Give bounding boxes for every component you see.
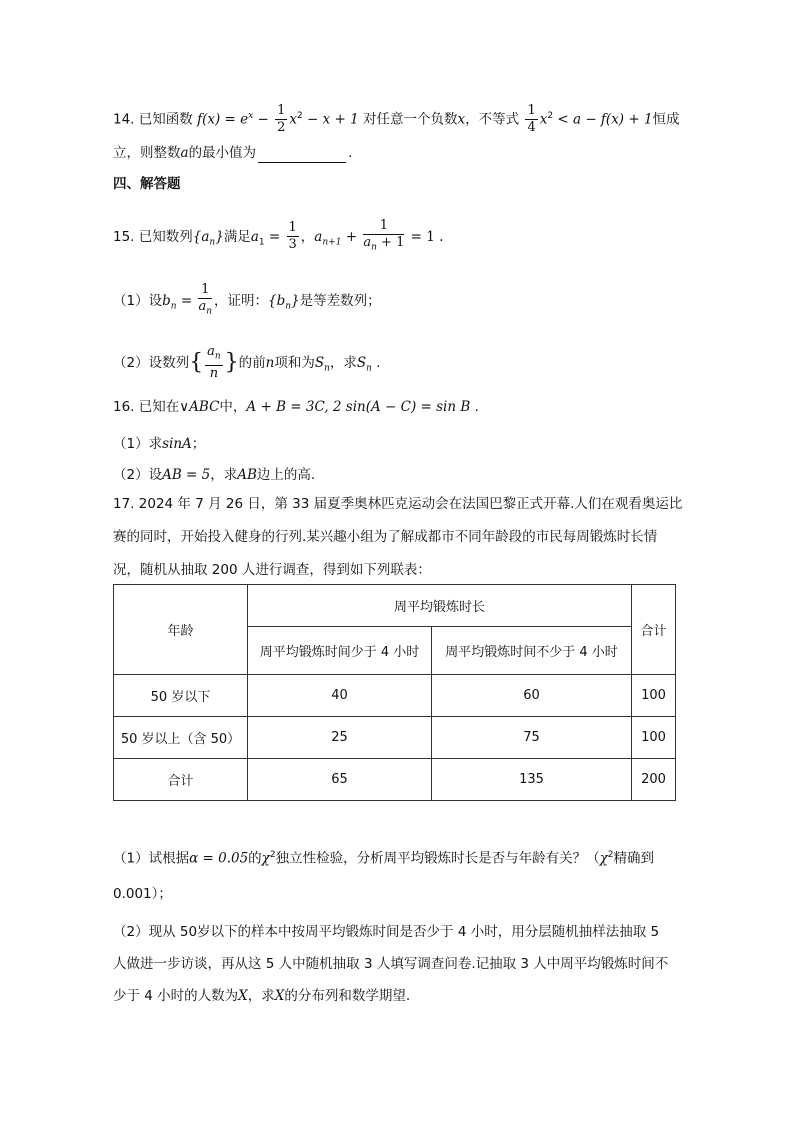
- q14-sq: 2: [297, 111, 303, 121]
- q15-number: 15.: [113, 228, 135, 245]
- q15-plus: +: [341, 228, 362, 245]
- q15-frac-2: [363, 218, 404, 256]
- q15-p1-text: ，证明：: [214, 292, 269, 309]
- q15-p2-frac-num-sub: n: [214, 351, 221, 362]
- q14-ineq-sq: 2: [547, 111, 554, 121]
- q16-triangle: ∨ABC: [179, 399, 220, 415]
- q14-minus: −: [253, 111, 274, 128]
- q16-number: 16.: [113, 399, 135, 415]
- q14-frac-quarter: [525, 103, 537, 136]
- q16-p2-expr: AB = 5: [162, 467, 211, 483]
- q15-p1-frac-den-sub: n: [206, 306, 213, 317]
- q16-text-1: 已知在: [138, 399, 180, 415]
- q14-period: .: [348, 145, 353, 161]
- q17-line2: 赛的同时，开始投入健身的行列.某兴趣小组为了解成都市不同年龄段的市民每周锻炼时长情: [113, 529, 658, 545]
- q17-p1-text-a: 的: [248, 850, 262, 867]
- table-row: [114, 717, 676, 759]
- q15-frac2-den-rest: + 1: [376, 235, 405, 250]
- cell-value: 60: [432, 675, 632, 717]
- section-title: 四、解答题: [113, 176, 181, 192]
- q14-number: 14.: [113, 111, 135, 128]
- q15-p2-n: n: [265, 354, 275, 371]
- q15-p2-S-sub: n: [324, 363, 330, 374]
- q15-a1: a: [250, 228, 259, 245]
- q15-p1-frac: [198, 282, 212, 320]
- q17-part1-line1: [113, 845, 654, 869]
- q14-frac-half: [275, 103, 287, 136]
- q15-p1-frac-den: [198, 299, 212, 320]
- q14-f-lhs: f(x) = e: [197, 111, 249, 128]
- q14-ineq-x: x: [539, 111, 548, 128]
- q14-text-2: 对任意一个负数: [363, 111, 458, 128]
- cell-value: 40: [248, 675, 432, 717]
- q16-p1-end: ；: [191, 436, 206, 452]
- q15-p2-S2: S: [356, 354, 367, 371]
- q15-p2-text3: ，求: [329, 354, 357, 371]
- q15-p1-frac-den-a: a: [198, 299, 207, 314]
- q15-part1: [113, 282, 381, 320]
- q15-frac-third: [287, 220, 299, 253]
- q14-line1: [113, 103, 680, 136]
- brace-left: {: [189, 349, 204, 375]
- q15-p2-text: 的前: [238, 354, 266, 371]
- q15-text-1: 已知数列: [138, 228, 193, 245]
- q14-var-a: a: [180, 145, 189, 161]
- q15-an1-sub: n+1: [322, 237, 342, 248]
- q15-p1-eq: =: [176, 292, 197, 309]
- q17-p2-line3c: 的分布列和数学期望.: [284, 988, 411, 1004]
- q15-p1-text2: 是等差数列；: [299, 292, 381, 309]
- q17-p1-label: （1）试根据: [113, 850, 190, 867]
- q15-p1-seq: {b: [268, 292, 286, 309]
- q16-p1-label: （1）求: [113, 436, 163, 452]
- q17-p2-line3b: ，求: [247, 988, 275, 1004]
- cell-value: 65: [248, 759, 432, 801]
- q14-ineq-rest: < a − f(x) + 1: [553, 111, 653, 128]
- q17-p1-chi: χ: [261, 850, 270, 867]
- header-col1: 周平均锻炼时间少于 4 小时: [248, 627, 432, 675]
- q17-p1-sup: 2: [269, 850, 276, 860]
- q16-condition: A + B = 3C, 2 sin(A − C) = sin B: [246, 399, 471, 415]
- q15-text-2: 满足: [223, 228, 251, 245]
- q17-p1-text-b: 独立性检验，分析周平均锻炼时长是否与年龄有关？（: [275, 850, 600, 867]
- q14-exp: x: [248, 111, 254, 121]
- q15-part2: [113, 344, 381, 382]
- q15-frac-den: 3: [288, 237, 297, 253]
- q17-line3: 况，随机从抽取 200 人进行调查，得到如下列联表：: [113, 562, 431, 578]
- header-col2: 周平均锻炼时间不少于 4 小时: [432, 627, 632, 675]
- q14-frac-quarter-den: 4: [527, 120, 536, 135]
- q15-seq-close: }: [215, 228, 224, 245]
- q17-part2-line1: （2）现从 50岁以下的样本中按周平均锻炼时间是否少于 4 小时，用分层随机抽样法抽取 5: [113, 924, 660, 940]
- q14-text-3: ，不等式: [465, 111, 520, 128]
- q17-part1-line2: 0.001）；: [113, 886, 172, 902]
- q14-text-4: 恒成: [652, 111, 680, 128]
- q16-part1: [113, 434, 205, 454]
- q15-p1-frac-num: 1: [198, 282, 212, 299]
- q15-frac2-den: [363, 235, 404, 256]
- q16-p2-end: 边上的高.: [256, 467, 316, 483]
- q16-part2: [113, 465, 315, 485]
- q15-line1: [113, 218, 443, 256]
- q15-an1: a: [314, 228, 323, 245]
- q14-rest: − x + 1: [302, 111, 359, 128]
- q14-var-x: x: [457, 111, 466, 128]
- cell-total: 200: [632, 759, 676, 801]
- q15-p2-frac-num-a: a: [207, 344, 215, 359]
- contingency-table: [113, 584, 676, 801]
- q15-p1-bn-sub: n: [170, 301, 177, 312]
- row-label: 50 岁以下: [114, 675, 248, 717]
- q15-eq1: = 1 .: [406, 228, 444, 245]
- q17-p2-line3a: 少于 4 小时的人数为: [113, 988, 239, 1004]
- q17-part2-line2: 人做进一步访谈，再从这 5 人中随机抽取 3 人填写调查问卷.记抽取 3 人中周平均锻炼时间不: [113, 956, 669, 972]
- q15-p1-bn: b: [162, 292, 171, 309]
- q15-p2-text2: 项和为: [274, 354, 315, 371]
- q15-frac-num: 1: [288, 220, 297, 236]
- q17-p2-X2: X: [274, 988, 285, 1004]
- q14-frac-half-den: 2: [277, 120, 286, 135]
- q14-text-1: 已知函数: [138, 111, 193, 128]
- q15-p1-seq-close: }: [291, 292, 300, 309]
- cell-total: 100: [632, 675, 676, 717]
- q15-frac2-den-a: a: [363, 235, 372, 250]
- q16-p2-label: （2）设: [113, 467, 163, 483]
- q14-line2a: 立，则整数: [113, 145, 181, 161]
- q17-p1-sup2: 2: [607, 850, 614, 860]
- q15-comma: ，: [300, 228, 315, 245]
- q16-p2-ab: AB: [237, 467, 257, 483]
- q15-seq: {a: [192, 228, 210, 245]
- cell-value: 135: [432, 759, 632, 801]
- q14-x2: x: [289, 111, 297, 128]
- q17-p1-alpha: α = 0.05: [189, 850, 249, 867]
- q15-p2-end: .: [371, 354, 381, 371]
- q15-a1-sub: 1: [258, 237, 265, 248]
- q15-p1-seq-sub: n: [285, 301, 292, 312]
- q15-p2-label: （2）设数列: [113, 354, 190, 371]
- table-row: [114, 759, 676, 801]
- q15-p1-label: （1）设: [113, 292, 163, 309]
- q16-end: .: [470, 399, 479, 415]
- q15-frac2-num: 1: [363, 218, 404, 235]
- q15-p2-frac-num: [205, 344, 223, 366]
- brace-right: }: [224, 349, 239, 375]
- q17-part2-line3: [113, 986, 410, 1006]
- header-group: 周平均锻炼时长: [248, 585, 632, 627]
- answer-blank[interactable]: [258, 148, 346, 163]
- q17-p1-text-c: 精确到: [613, 850, 655, 867]
- q14-frac-quarter-num: 1: [527, 103, 536, 118]
- q15-eq: =: [264, 228, 285, 245]
- q14-frac-half-num: 1: [277, 103, 286, 118]
- header-total: 合计: [632, 585, 676, 675]
- q15-p2-S2-sub: n: [366, 363, 372, 374]
- cell-value: 25: [248, 717, 432, 759]
- q17-p2-X: X: [238, 988, 248, 1004]
- q16-text-2: 中，: [219, 399, 247, 415]
- cell-total: 100: [632, 717, 676, 759]
- q17-line1: 17. 2024 年 7 月 26 日，第 33 届夏季奥林匹克运动会在法国巴黎正式开幕.人们在观看奥运比: [113, 496, 683, 512]
- q15-p2-frac: [205, 344, 223, 382]
- q15-frac2-den-sub: n: [371, 242, 377, 253]
- q15-seq-sub: n: [209, 237, 216, 248]
- row-label: 合计: [114, 759, 248, 801]
- q14-line2b: 的最小值为: [188, 145, 257, 161]
- cell-value: 75: [432, 717, 632, 759]
- q16-p1-expr: sinA: [162, 436, 192, 452]
- q16-p2-text: ，求: [210, 467, 238, 483]
- q15-p2-S: S: [314, 354, 325, 371]
- q15-p2-frac-den: n: [209, 365, 219, 381]
- q17-p1-chi2: χ: [599, 850, 608, 867]
- table-row: [114, 675, 676, 717]
- row-label: 50 岁以上（含 50）: [114, 717, 248, 759]
- q16-line1: [113, 397, 479, 417]
- q14-line2: [113, 143, 352, 163]
- header-age: 年龄: [114, 585, 248, 675]
